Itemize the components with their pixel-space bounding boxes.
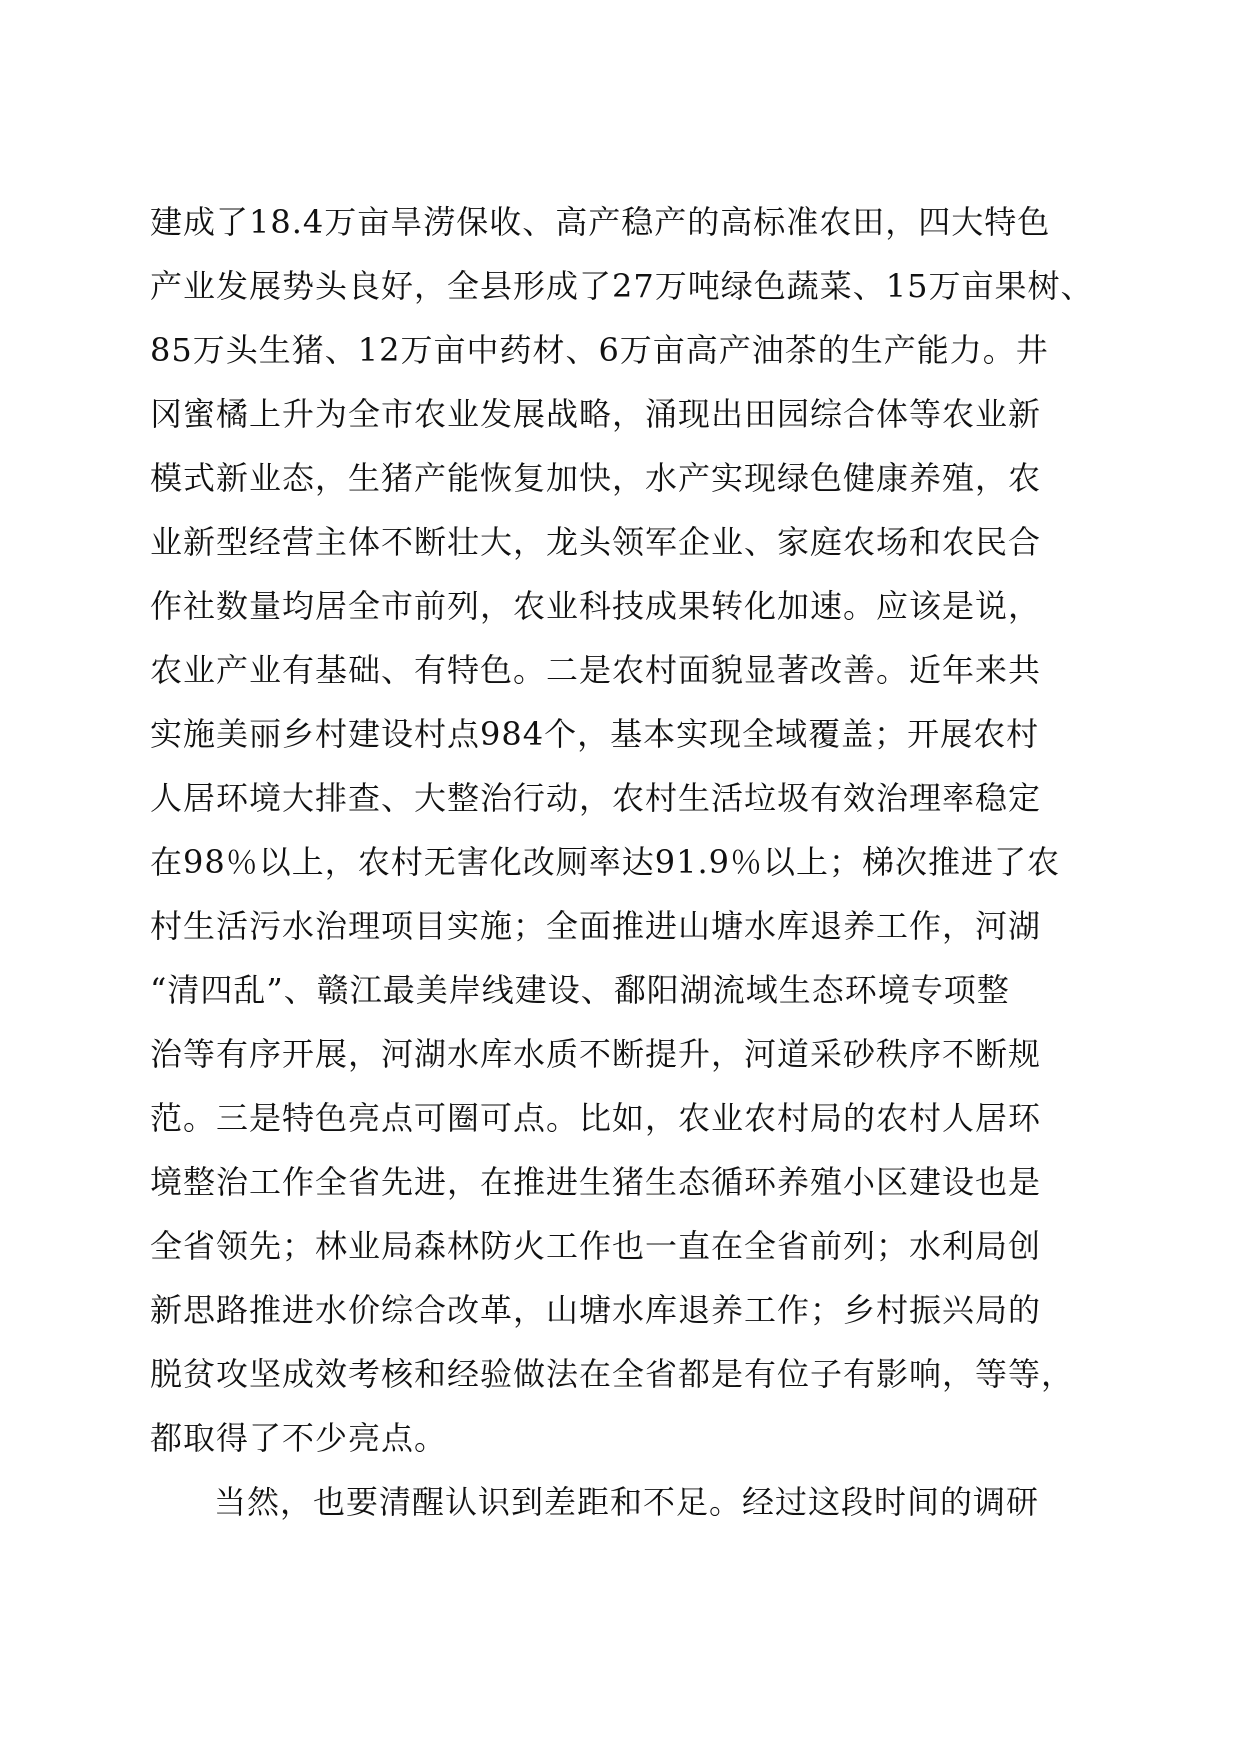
paragraph-1-line-2: 产业发展势头良好，全县形成了27万吨绿色蔬菜、15万亩果树、: [150, 267, 1094, 305]
paragraph-1-line-6: 业新型经营主体不断壮大，龙头领军企业、家庭农场和农民合: [150, 523, 1042, 561]
paragraph-1-line-11: 在98％以上，农村无害化改厕率达91.9％以上；梯次推进了农: [150, 843, 1060, 881]
paragraph-1-line-17: 全省领先；林业局森林防火工作也一直在全省前列；水利局创: [150, 1227, 1042, 1265]
paragraph-1-line-9: 实施美丽乡村建设村点984个，基本实现全域覆盖；开展农村: [150, 715, 1040, 753]
paragraph-1-line-8: 农业产业有基础、有特色。二是农村面貌显著改善。近年来共: [150, 651, 1042, 689]
paragraph-1-line-4: 冈蜜橘上升为全市农业发展战略，涌现出田园综合体等农业新: [150, 395, 1042, 433]
paragraph-1-line-20: 都取得了不少亮点。: [150, 1419, 448, 1457]
paragraph-1-line-5: 模式新业态，生猪产能恢复加快，水产实现绿色健康养殖，农: [150, 459, 1042, 497]
paragraph-1-line-14: 治等有序开展，河湖水库水质不断提升，河道采砂秩序不断规: [150, 1035, 1042, 1073]
paragraph-1-line-1: 建成了18.4万亩旱涝保收、高产稳产的高标准农田，四大特色: [150, 203, 1051, 241]
paragraph-1-line-10: 人居环境大排查、大整治行动，农村生活垃圾有效治理率稳定: [150, 779, 1042, 817]
paragraph-1-line-3: 85万头生猪、12万亩中药材、6万亩高产油茶的生产能力。井: [150, 331, 1049, 369]
paragraph-2-line-1: 当然，也要清醒认识到差距和不足。经过这段时间的调研: [214, 1483, 1040, 1521]
paragraph-1-line-19: 脱贫攻坚成效考核和经验做法在全省都是有位子有影响，等等，: [150, 1355, 1075, 1393]
document-body: [150, 190, 1094, 1534]
paragraph-1-line-13: “清四乱”、赣江最美岸线建设、鄱阳湖流域生态环境专项整: [150, 971, 1010, 1009]
paragraph-1-line-15: 范。三是特色亮点可圈可点。比如，农业农村局的农村人居环: [150, 1099, 1042, 1137]
paragraph-1-line-16: 境整治工作全省先进，在推进生猪生态循环养殖小区建设也是: [150, 1163, 1042, 1201]
paragraph-1-line-12: 村生活污水治理项目实施；全面推进山塘水库退养工作，河湖: [150, 907, 1042, 945]
paragraph-1-line-7: 作社数量均居全市前列，农业科技成果转化加速。应该是说，: [150, 587, 1042, 625]
paragraph-1-line-18: 新思路推进水价综合改革，山塘水库退养工作；乡村振兴局的: [150, 1291, 1042, 1329]
